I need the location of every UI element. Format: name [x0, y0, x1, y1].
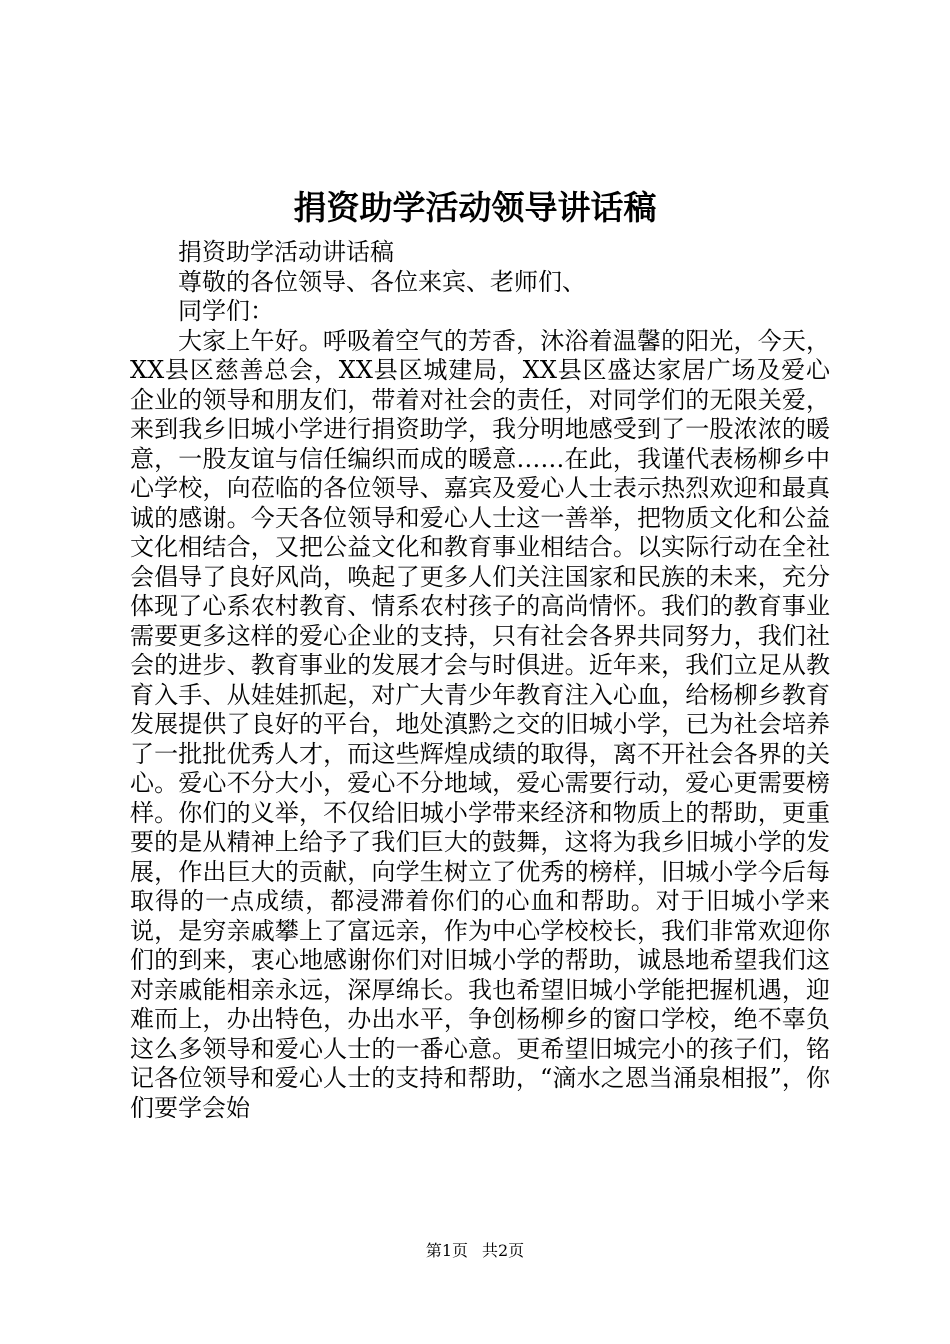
- body-paragraph: 大家上午好。呼吸着空气的芳香，沐浴着温馨的阳光，今天，XX县区慈善总会，XX县区城建局，XX县区盛达家居广场及爱心企业的领导和朋友们，带着对社会的责任，对同学们的无限关爱，来到我乡旧城小学进行捐资助学，我分明地感受到了一股浓浓的暖意，一股友谊与信任编织而成的暖意……在此，我谨代表杨柳乡中心学校，向莅临的各位领导、嘉宾及爱心人士表示热烈欢迎和最真诚的感谢。今天各位领导和爱心人士这一善举，把物质文化和公益文化相结合，又把公益文化和教育事业相结合。以实际行动在全社会倡导了良好风尚，唤起了更多人们关注国家和民族的未来，充分体现了心系农村教育、情系农村孩子的高尚情怀。我们的教育事业需要更多这样的爱心企业的支持，只有社会各界共同努力，我们社会的进步、教育事业的发展才会与时俱进。近年来，我们立足从教育入手、从娃娃抓起，对广大青少年教育注入心血，给杨柳乡教育发展提供了良好的平台，地处滇黔之交的旧城小学，已为社会培养了一批批优秀人才，而这些辉煌成绩的取得，离不开社会各界的关心。爱心不分大小，爱心不分地域，爱心需要行动，爱心更需要榜样。你们的义举，不仅给旧城小学带来经济和物质上的帮助，更重要的是从精神上给予了我们巨大的鼓舞，这将为我乡旧城小学的发展，作出巨大的贡献，向学生树立了优秀的榜样，旧城小学今后每取得的一点成绩，都浸滞着你们的心血和帮助。对于旧城小学来说，是穷亲戚攀上了富远亲，作为中心学校校长，我们非常欢迎你们的到来，衷心地感谢你们对旧城小学的帮助，诚恳地希望我们这对亲戚能相亲永远，深厚绵长。我也希望旧城小学能把握机遇，迎难而上，办出特色，办出水平，争创杨柳乡的窗口学校，绝不辜负这么多领导和爱心人士的一番心意。更希望旧城完小的孩子们，铭记各位领导和爱心人士的支持和帮助，“滴水之恩当涌泉相报”，你们要学会始: [130, 326, 830, 1122]
- salutation-continued-paragraph: 同学们：: [178, 297, 274, 325]
- page-number-current: 第1页: [425, 1241, 468, 1260]
- document-body: [130, 238, 830, 1123]
- speech-heading-paragraph: 捐资助学活动讲话稿: [178, 238, 394, 266]
- page-number-total: 共2页: [482, 1241, 525, 1260]
- page-footer: [0, 1238, 950, 1261]
- document-title: 捐资助学活动领导讲话稿: [293, 188, 657, 227]
- salutation-paragraph: 尊敬的各位领导、各位来宾、老师们、: [178, 267, 586, 296]
